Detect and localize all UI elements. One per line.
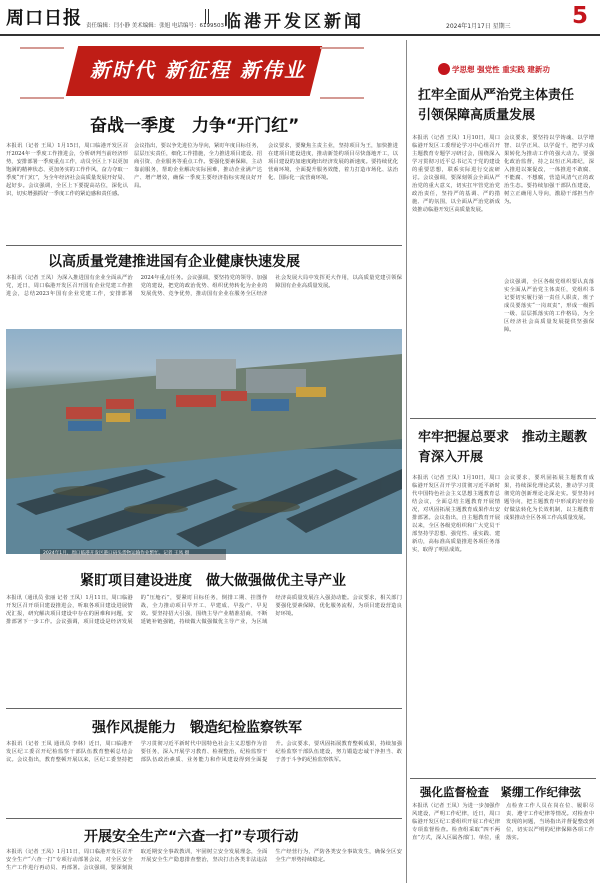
article-body: 本报讯（通讯员 张丽 记者 王凤）1月11日，周口临港开发区召开项目建设推进会，听取各项目建设进展情况汇报，研究解决项目建设中存在的困难和问题，安排部署下一步工作。会议强调，项目建设是经济发展的“压舱石”，要紧盯目标任务，倒排工期、挂图作战，全力推动项目早开工、早建成、早投产、早见效。要坚持招大引强，围绕主导产业精准招商，不断延链补链强链，持续做大做强做优主导产业，为区域经济高质量发展注入强劲动能。会议要求，相关部门要强化要素保障，优化服务流程，为项目建设营造良好环境。: [6, 595, 402, 625]
page-title: 临港开发区新闻: [224, 12, 364, 32]
article-headline: 牢牢把握总要求 推动主题教育深入开展: [418, 430, 588, 465]
article-body: 本报讯（记者 王凤）为进一步加强作风建设，严明工作纪律，近日，周口临港开发区纪工委组织开展工作纪律专项监督检查。检查组采取“四不两直”方式，深入区属各部门、单位，重点检查工作人员在岗在位、履职尽责、遵守工作纪律等情况。对检查中发现的问题，当场指出并督促整改到位，切实以严明的纪律保障各项工作落实。: [412, 803, 594, 841]
article-body: 本报讯（记者 王凤）1月11日，周口临港开发区召开安全生产“六查一打”专项行动部署会议，对全区安全生产工作进行再动员、再部署。会议强调，要深刻汲取近期安全事故教训，牢固树立安全发展理念，全面开展安全生产隐患排查整治，坚决打击各类非法违法生产经营行为，严防各类安全事故发生，确保全区安全生产形势持续稳定。: [6, 849, 402, 871]
article-body: 会议指出，要以争先进位为导向，紧盯年度目标任务，层层压实责任，细化工作措施，全力推进项目建设、招商引资、企业服务等重点工作。要强化要素保障，主动靠前服务，帮助企业解决实际困难，推动企业满产达产、增产增效，确保一季度主要经济指标实现良好开局。: [134, 143, 262, 189]
divider: [410, 418, 596, 419]
title-ornament: [205, 9, 219, 24]
editor-info: 责任编辑：闫小静 美术编辑：张旭 电话编号：6199503: [86, 23, 224, 29]
newspaper-logo: 周口日报: [6, 8, 82, 29]
party-emblem-icon: [438, 63, 450, 75]
article-headline: 以高质量党建推进国有企业健康快速发展: [48, 254, 300, 270]
photo-caption: 2024年1月，周口临港开发区港口码头货物运输作业繁忙。记者 王凤 摄: [40, 549, 226, 560]
article-headline: 扛牢全面从严治党主体责任 引领保障高质量发展: [418, 88, 588, 123]
article-body: 会议强调，全区各级党组织要认真落实全面从严治党主体责任，党组织书记要切实履行第一责任人职责，班子成员要落实“一岗双责”，形成一级抓一级、层层抓落实的工作格局，为全区经济社会高质量发展提供坚强保障。: [504, 279, 594, 333]
article-headline: 开展安全生产“六查一打”专项行动: [84, 829, 299, 845]
banner-slogan: 新时代 新征程 新伟业: [90, 58, 306, 82]
masthead: [0, 0, 600, 36]
article-body: 本报讯（记者 王凤）1月10日，周口临港开发区工委理论学习中心组召开主题教育专题学习研讨会，围绕深入学习贯彻习近平总书记关于党的建设的重要思想，联系实际进行交流研讨。会议强调，要深刻领会全面从严治党的重大意义，切实扛牢管党治党政治责任，坚持严的基调、严的措施、严的氛围，以全面从严治党新成效推动临港开发区高质量发展。: [412, 135, 500, 213]
divider: [6, 708, 402, 709]
page-number: 5: [572, 3, 589, 29]
masthead-rule: [0, 34, 600, 36]
banner-wing-left: [20, 47, 64, 99]
article-body: 本报讯（记者 王凤）1月15日，周口临港开发区召开2024年一季度工作推进会，分析研判当前经济形势，安排部署一季度重点工作，动员全区上下以更加饱满的精神状态、更加务实的工作作风，奋力夺取一季度“开门红”，为全年经济社会高质量发展开好局、起好步。会议强调，全区上下要提高站位，深化认识，切实增强抓好一季度工作的紧迫感和责任感。: [6, 143, 128, 197]
article-body: 本报讯（记者 王凤）为深入推进国有企业全面从严治党，近日，周口临港开发区召开国有企业党建工作推进会，总结2023年国有企业党建工作，安排部署2024年重点任务。会议强调，要坚持党的领导、加强党的建设，把党的政治优势、组织优势转化为企业的发展优势、竞争优势，推动国有企业在服务全区经济社会发展大局中发挥更大作用，以高质量党建引领保障国有企业高质量发展。: [6, 275, 402, 297]
column-divider: [406, 40, 407, 883]
port-photo: [6, 329, 402, 554]
issue-date: 2024年1月17日 星期三: [446, 23, 511, 30]
divider: [410, 778, 596, 779]
article-body: 会议要求，要坚持以学铸魂、以学增智、以学正风、以学促干，把学习成果转化为推动工作的强大动力。要强化政治监督，持之以恒正风肃纪，深入推进以案促改，一体推进不敢腐、不能腐、不想腐，营造风清气正的政治生态。要持续加强干部队伍建设，树立正确用人导向，激励干部担当作为。: [504, 135, 594, 205]
port-illustration: [6, 329, 402, 554]
article-body: 会议要求，要聚焦主责主业，坚持项目为王，加快推进在建项目建设进度，推动新签约项目尽快落地开工，以项目建设的加速度跑出经济发展的新速度。要持续优化营商环境，全面提升服务效能，着力打造市场化、法治化、国际化一流营商环境。: [268, 143, 398, 181]
article-body: 本报讯（记者 王凤）1月10日，周口临港开发区召开学习贯彻习近平新时代中国特色社会主义思想主题教育总结会议，全面总结主题教育开展情况，对巩固拓展主题教育成果作出安排部署。会议指出，自主题教育开展以来，全区各级党组织和广大党员干部坚持学思想、强党性、重实践、建新功，高标准高质量推进各项任务落实，取得了明显成效。: [412, 475, 500, 553]
article-body: 会议要求，要巩固拓展主题教育成果，持续深化理论武装，推动学习贯彻党的创新理论走深走实。要坚持问题导向，把主题教育中形成的好经验好做法转化为长效机制，以主题教育成果推动全区各项工作高质量发展。: [504, 475, 594, 521]
article-body: 本报讯（记者 王凤 通讯员 李林）近日，周口临港开发区纪工委召开纪检监察干部队伍教育整顿总结会议。会议指出，教育整顿开展以来，区纪工委坚持把学习贯彻习近平新时代中国特色社会主义思想作为首要任务，深入开展学习教育、检视整治，纪检监察干部队伍政治素质、业务能力和作风建设得到全面提升。会议要求，要巩固拓展教育整顿成果，持续加强纪检监察干部队伍建设，努力锻造忠诚干净担当、敢于善于斗争的纪检监察铁军。: [6, 741, 402, 763]
divider: [6, 245, 402, 246]
article-headline: 强作风提能力 锻造纪检监察铁军: [92, 720, 302, 736]
sidebar-slogan: 学思想 强党性 重实践 建新功: [452, 65, 550, 74]
article-headline: 紧盯项目建设进度 做大做强做优主导产业: [80, 573, 346, 589]
article-headline: 奋战一季度 力争“开门红”: [90, 116, 300, 136]
divider: [6, 818, 402, 819]
banner-wing-right: [320, 47, 364, 99]
article-headline: 强化监督检查 紧绷工作纪律弦: [420, 785, 581, 799]
